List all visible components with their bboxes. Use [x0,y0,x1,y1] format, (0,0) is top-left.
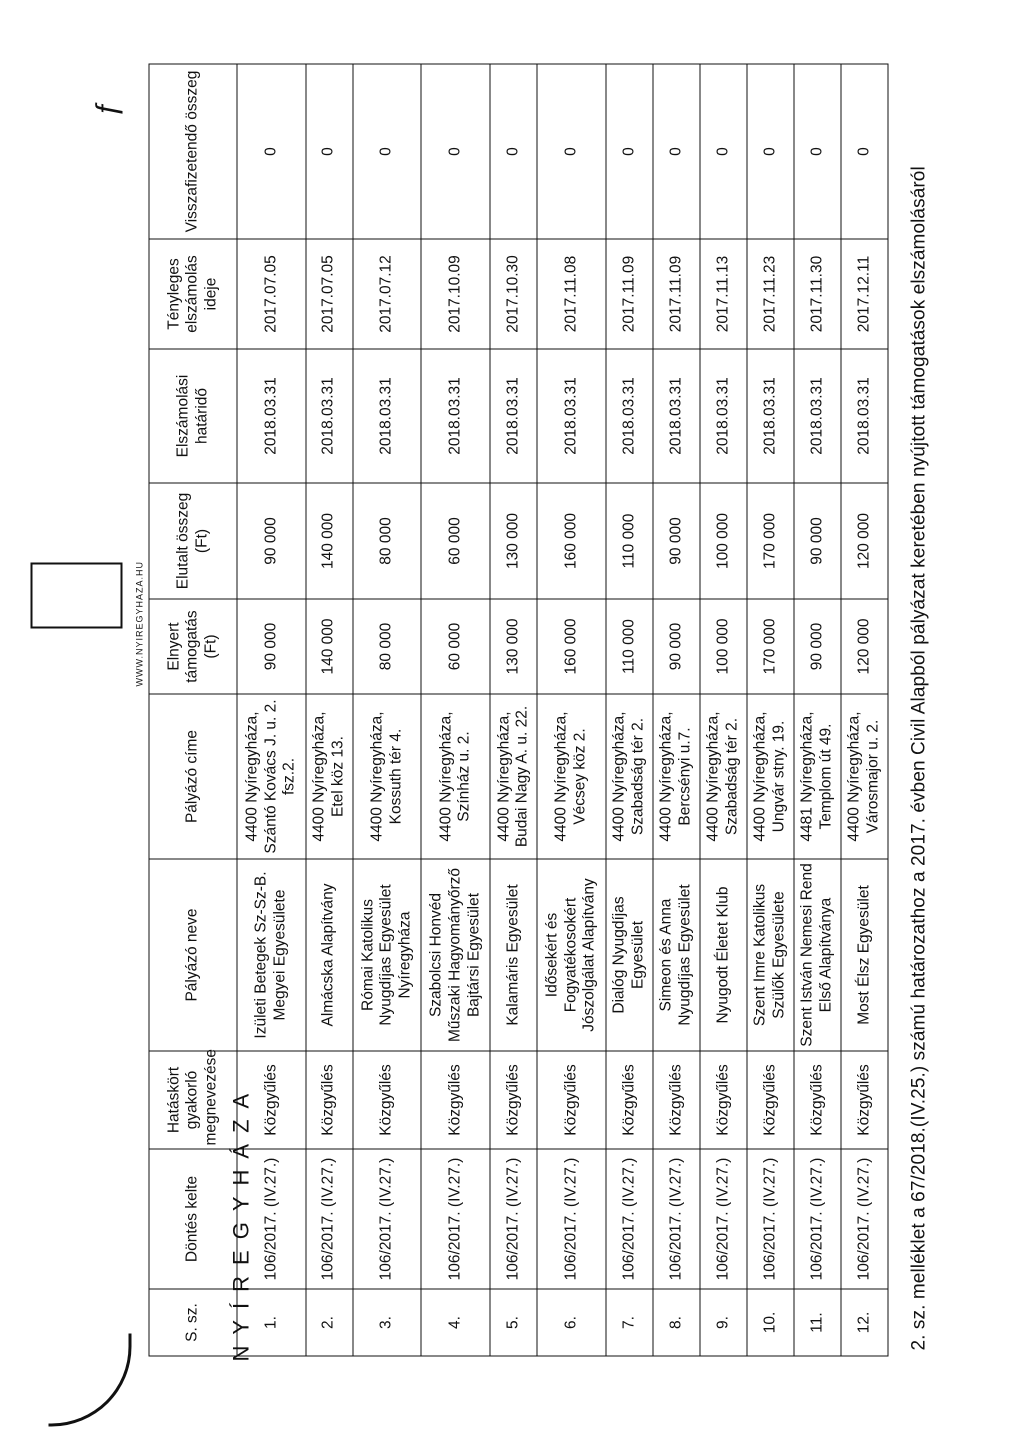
table-row [605,64,652,1356]
table-row [746,64,793,1356]
header-cell: Visszafizetendő összeg [149,64,237,239]
repayable-amount-cell: 0 [605,64,652,239]
grants-table [148,64,888,1357]
deadline-cell: 2018.03.31 [793,349,840,483]
authority-cell: Közgyűlés [237,1051,306,1149]
deadline-cell: 2018.03.31 [652,349,699,483]
transferred-amount-cell: 100 000 [699,483,746,599]
transferred-amount-cell: 160 000 [537,483,606,599]
repayable-amount-cell: 0 [537,64,606,239]
applicant-address-cell: 4400 Nyíregyháza, Szántó Kovács J. u. 2. fsz.2. [237,694,306,859]
decision-date-cell: 106/2017. (IV.27.) [490,1149,537,1289]
applicant-name-cell: Szabolcsi Honvéd Műszaki Hagyományőrző Bajtársi Egyesület [421,859,490,1051]
row-number-cell: 9. [699,1289,746,1356]
awarded-amount-cell: 170 000 [746,599,793,694]
repayable-amount-cell: 0 [237,64,306,239]
table-row [421,64,490,1356]
table-row [793,64,840,1356]
decision-date-cell: 106/2017. (IV.27.) [305,1149,352,1289]
decision-date-cell: 106/2017. (IV.27.) [793,1149,840,1289]
applicant-address-cell: 4400 Nyíregyháza, Vécsey köz 2. [537,694,606,859]
transferred-amount-cell: 90 000 [793,483,840,599]
awarded-amount-cell: 60 000 [421,599,490,694]
decision-date-cell: 106/2017. (IV.27.) [652,1149,699,1289]
settlement-date-cell: 2017.07.05 [237,239,306,349]
repayable-amount-cell: 0 [840,64,887,239]
row-number-cell: 3. [352,1289,421,1356]
decision-date-cell: 106/2017. (IV.27.) [840,1149,887,1289]
header-cell: Elnyert támogatás (Ft) [149,599,237,694]
repayable-amount-cell: 0 [490,64,537,239]
table-row [352,64,421,1356]
deadline-cell: 2018.03.31 [840,349,887,483]
awarded-amount-cell: 80 000 [352,599,421,694]
row-number-cell: 5. [490,1289,537,1356]
repayable-amount-cell: 0 [352,64,421,239]
applicant-address-cell: 4400 Nyíregyháza, Ungvár stny. 19. [746,694,793,859]
row-number-cell: 11. [793,1289,840,1356]
applicant-name-cell: Szent Imre Katolikus Szülők Egyesülete [746,859,793,1051]
transferred-amount-cell: 140 000 [305,483,352,599]
transferred-amount-cell: 90 000 [237,483,306,599]
row-number-cell: 2. [305,1289,352,1356]
applicant-name-cell: Simeon és Anna Nyugdíjas Egyesület [652,859,699,1051]
row-number-cell: 10. [746,1289,793,1356]
table-row [652,64,699,1356]
settlement-date-cell: 2017.12.11 [840,239,887,349]
settlement-date-cell: 2017.11.23 [746,239,793,349]
authority-cell: Közgyűlés [793,1051,840,1149]
authority-cell: Közgyűlés [305,1051,352,1149]
authority-cell: Közgyűlés [537,1051,606,1149]
awarded-amount-cell: 90 000 [793,599,840,694]
applicant-name-cell: Nyugodt Életet Klub [699,859,746,1051]
applicant-address-cell: 4400 Nyíregyháza, Kossuth tér 4. [352,694,421,859]
decision-date-cell: 106/2017. (IV.27.) [237,1149,306,1289]
awarded-amount-cell: 90 000 [652,599,699,694]
authority-cell: Közgyűlés [605,1051,652,1149]
header-cell: Hatáskört gyakorló megnevezése [149,1051,237,1149]
row-number-cell: 6. [537,1289,606,1356]
header-cell: Pályázó címe [149,694,237,859]
deadline-cell: 2018.03.31 [421,349,490,483]
transferred-amount-cell: 110 000 [605,483,652,599]
applicant-address-cell: 4400 Nyíregyháza, Bercsényi u.7. [652,694,699,859]
applicant-address-cell: 4400 Nyíregyháza, Városmajor u. 2. [840,694,887,859]
applicant-name-cell: Római Katolikus Nyugdíjas Egyesület Nyíregyháza [352,859,421,1051]
authority-cell: Közgyűlés [699,1051,746,1149]
settlement-date-cell: 2017.11.30 [793,239,840,349]
table-row [699,64,746,1356]
header-row [149,64,237,1356]
awarded-amount-cell: 160 000 [537,599,606,694]
applicant-name-cell: Kalamáris Egyesület [490,859,537,1051]
settlement-date-cell: 2017.11.09 [605,239,652,349]
settlement-date-cell: 2017.10.09 [421,239,490,349]
header-cell: Elszámolási határidő [149,349,237,483]
settlement-date-cell: 2017.07.05 [305,239,352,349]
transferred-amount-cell: 120 000 [840,483,887,599]
authority-cell: Közgyűlés [352,1051,421,1149]
applicant-name-cell: Dialóg Nyugdíjas Egyesület [605,859,652,1051]
deadline-cell: 2018.03.31 [490,349,537,483]
header-cell: Elutalt összeg (Ft) [149,483,237,599]
awarded-amount-cell: 110 000 [605,599,652,694]
row-number-cell: 1. [237,1289,306,1356]
row-number-cell: 4. [421,1289,490,1356]
deadline-cell: 2018.03.31 [537,349,606,483]
authority-cell: Közgyűlés [652,1051,699,1149]
transferred-amount-cell: 60 000 [421,483,490,599]
applicant-name-cell: Szent István Nemesi Rend Első Alapítványa [793,859,840,1051]
repayable-amount-cell: 0 [652,64,699,239]
repayable-amount-cell: 0 [699,64,746,239]
awarded-amount-cell: 140 000 [305,599,352,694]
authority-cell: Közgyűlés [746,1051,793,1149]
header-cell: Tényleges elszámolás ideje [149,239,237,349]
header-cell: S. sz. [149,1289,237,1356]
header-cell: Pályázó neve [149,859,237,1051]
applicant-name-cell: Most Élsz Egyesület [840,859,887,1051]
document-title: 2. sz. melléklet a 67/2018.(IV.25.) számú határozathoz a 2017. évben Civil Alapból pályázat keretében nyújtott támogatások elszámolásáról [908,166,929,1351]
row-number-cell: 7. [605,1289,652,1356]
applicant-address-cell: 4400 Nyíregyháza, Szabadság tér 2. [605,694,652,859]
deadline-cell: 2018.03.31 [746,349,793,483]
settlement-date-cell: 2017.11.09 [652,239,699,349]
applicant-address-cell: 4400 Nyíregyháza, Budai Nagy A. u. 22. [490,694,537,859]
settlement-date-cell: 2017.11.13 [699,239,746,349]
applicant-address-cell: 4400 Nyíregyháza, Etel köz 13. [305,694,352,859]
deadline-cell: 2018.03.31 [237,349,306,483]
row-number-cell: 12. [840,1289,887,1356]
settlement-date-cell: 2017.07.12 [352,239,421,349]
awarded-amount-cell: 120 000 [840,599,887,694]
corner-mark-graphic [48,1334,131,1427]
applicant-address-cell: 4400 Nyíregyháza, Szabadság tér 2. [699,694,746,859]
table-row [840,64,887,1356]
table-row [305,64,352,1356]
deadline-cell: 2018.03.31 [699,349,746,483]
row-number-cell: 8. [652,1289,699,1356]
deadline-cell: 2018.03.31 [305,349,352,483]
repayable-amount-cell: 0 [746,64,793,239]
logo-box [30,563,122,629]
decision-date-cell: 106/2017. (IV.27.) [746,1149,793,1289]
authority-cell: Közgyűlés [840,1051,887,1149]
applicant-name-cell: Idősekért és Fogyatékosokért Jószolgálat Alapítvány [537,859,606,1051]
transferred-amount-cell: 130 000 [490,483,537,599]
decision-date-cell: 106/2017. (IV.27.) [352,1149,421,1289]
applicant-name-cell: Almácska Alapítvány [305,859,352,1051]
repayable-amount-cell: 0 [793,64,840,239]
website-text: WWW.NYIREGYHAZA.HU [134,561,144,687]
awarded-amount-cell: 100 000 [699,599,746,694]
repayable-amount-cell: 0 [421,64,490,239]
handwritten-mark: ƒ [90,99,123,117]
applicant-name-cell: Izületi Betegek Sz-Sz-B. Megyei Egyesülete [237,859,306,1051]
settlement-date-cell: 2017.10.30 [490,239,537,349]
authority-cell: Közgyűlés [490,1051,537,1149]
decision-date-cell: 106/2017. (IV.27.) [605,1149,652,1289]
decision-date-cell: 106/2017. (IV.27.) [537,1149,606,1289]
brand-wordmark: NYÍREGYHÁZA [228,1082,253,1362]
decision-date-cell: 106/2017. (IV.27.) [699,1149,746,1289]
transferred-amount-cell: 170 000 [746,483,793,599]
transferred-amount-cell: 80 000 [352,483,421,599]
awarded-amount-cell: 90 000 [237,599,306,694]
repayable-amount-cell: 0 [305,64,352,239]
settlement-date-cell: 2017.11.08 [537,239,606,349]
deadline-cell: 2018.03.31 [605,349,652,483]
decision-date-cell: 106/2017. (IV.27.) [421,1149,490,1289]
table-row [490,64,537,1356]
table-row [537,64,606,1356]
transferred-amount-cell: 90 000 [652,483,699,599]
applicant-address-cell: 4481 Nyíregyháza, Templom út 49. [793,694,840,859]
header-cell: Döntés kelte [149,1149,237,1289]
authority-cell: Közgyűlés [421,1051,490,1149]
deadline-cell: 2018.03.31 [352,349,421,483]
awarded-amount-cell: 130 000 [490,599,537,694]
applicant-address-cell: 4400 Nyíregyháza, Színház u. 2. [421,694,490,859]
